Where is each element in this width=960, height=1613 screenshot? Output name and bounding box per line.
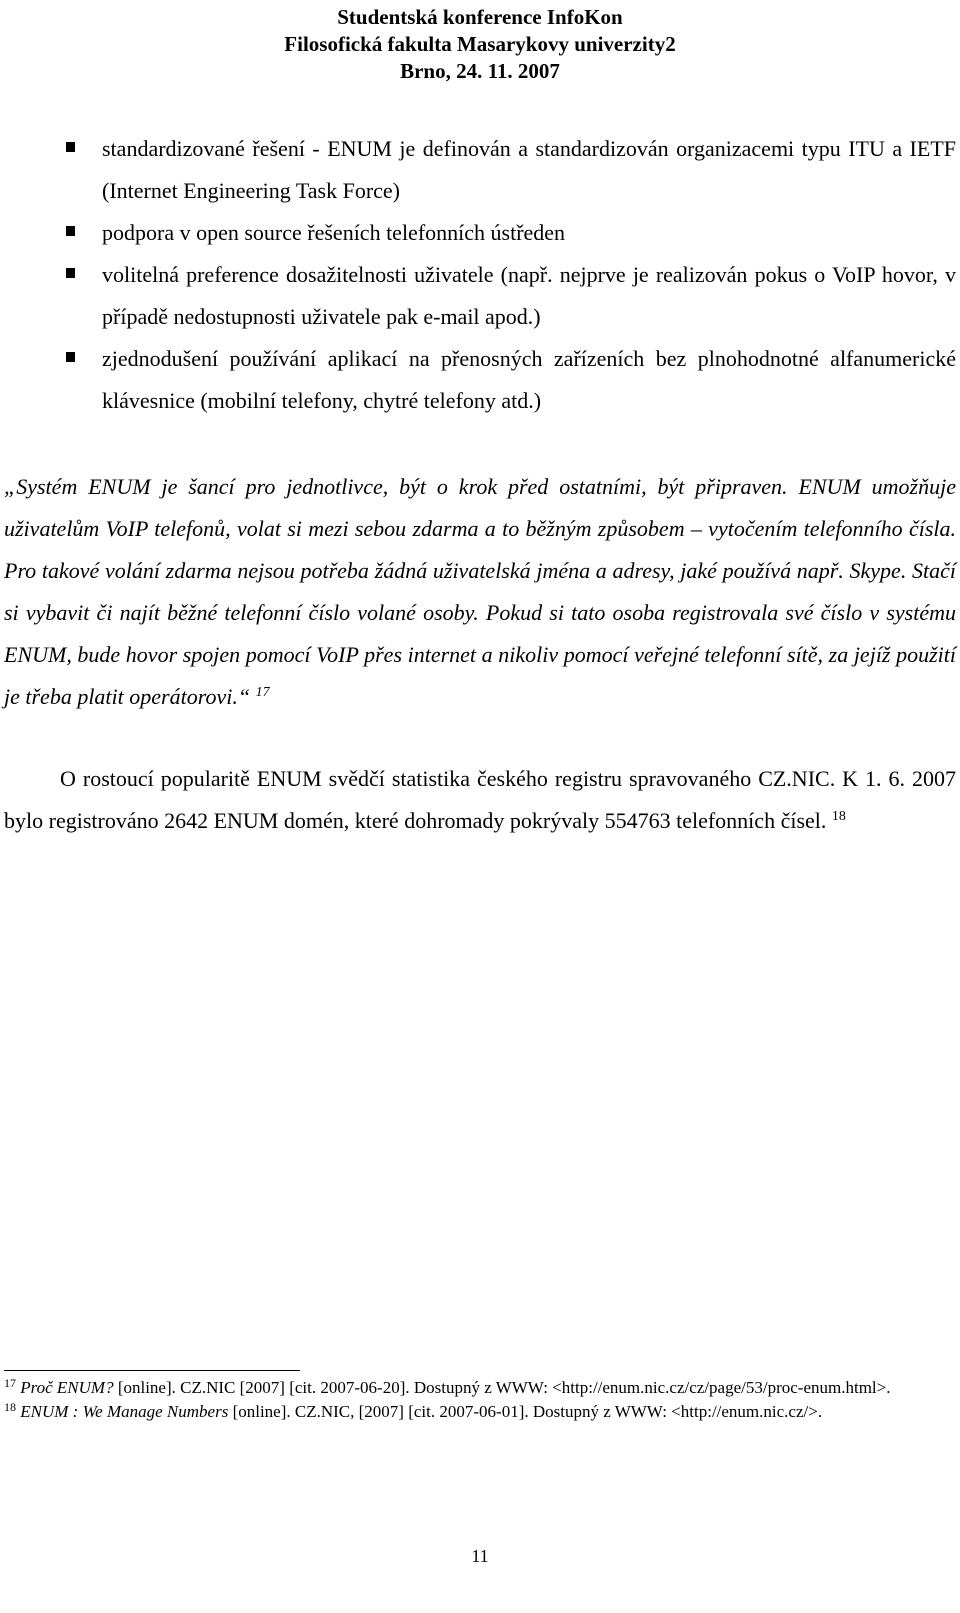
list-item xyxy=(0,338,960,422)
footnote-title: Proč ENUM? xyxy=(20,1378,114,1397)
square-bullet-icon xyxy=(66,226,75,236)
footnote-number: 17 xyxy=(4,1376,16,1390)
bullet-list xyxy=(0,128,960,422)
list-item xyxy=(0,212,960,254)
footnotes xyxy=(4,1376,944,1424)
header-conference: Studentská konference InfoKon xyxy=(337,5,623,29)
footnote-title: ENUM : We Manage Numbers xyxy=(20,1402,229,1421)
page-header xyxy=(0,4,960,85)
footnote-18 xyxy=(4,1400,944,1424)
footnote-citation: [online]. CZ.NIC [2007] [cit. 2007-06-20]. Dostupný z WWW: <http://enum.nic.cz/cz/page/53/proc-enum.html>. xyxy=(113,1378,891,1397)
square-bullet-icon xyxy=(66,268,75,278)
quote-text: „Systém ENUM je šancí pro jednotlivce, být o krok před ostatními, být připraven. ENUM umožňuje uživatelům VoIP telefonů, volat si mezi sebou zdarma a to běžným způsobem – vytočením telefonního čísla. Pro takové volání zdarma nejsou potřeba žádná uživatelská jména a adresy, jaké používá např. Skype. Stačí si vybavit či najít běžné telefonní číslo volané osoby. Pokud si tato osoba registrovala své číslo v systému ENUM, bude hovor spojen pomocí VoIP přes internet a nikoliv pomocí veřejné telefonní sítě, za jejíž použití je třeba platit operátorovi.“ xyxy=(4,474,956,709)
list-item-text: volitelná preference dosažitelnosti uživatele (např. nejprve je realizován pokus o VoIP hovor, v případě nedostupnosti uživatele pak e-mail apod.) xyxy=(102,262,956,329)
list-item-text: standardizované řešení - ENUM je definován a standardizován organizacemi typu ITU a IETF (Internet Engineering Task Force) xyxy=(102,136,956,203)
list-item xyxy=(0,128,960,212)
quote-paragraph xyxy=(4,466,956,718)
footnote-ref-18[interactable]: 18 xyxy=(831,809,846,824)
list-item-text: podpora v open source řešeních telefonních ústředen xyxy=(102,220,566,245)
square-bullet-icon xyxy=(66,352,75,362)
footnote-citation: [online]. CZ.NIC, [2007] [cit. 2007-06-01]. Dostupný z WWW: <http://enum.nic.cz/>. xyxy=(228,1402,823,1421)
list-item-text: zjednodušení používání aplikací na přenosných zařízeních bez plnohodnotné alfanumerické klávesnice (mobilní telefony, chytré telefony atd.) xyxy=(102,346,956,413)
statistics-text: O rostoucí popularitě ENUM svědčí statistika českého registru spravovaného CZ.NIC. K 1. 6. 2007 bylo registrováno 2642 ENUM domén, které dohromady pokrývaly 554763 telefonních čísel. xyxy=(4,766,956,833)
list-item xyxy=(0,254,960,338)
header-date: Brno, 24. 11. 2007 xyxy=(400,59,560,83)
bullet-list-section xyxy=(0,128,960,422)
footnote-separator xyxy=(4,1370,300,1371)
statistics-paragraph xyxy=(4,758,956,842)
square-bullet-icon xyxy=(66,142,75,152)
page-number: 11 xyxy=(471,1546,489,1566)
header-faculty: Filosofická fakulta Masarykovy univerzity2 xyxy=(284,32,676,56)
footnote-number: 18 xyxy=(4,1400,16,1414)
footnote-17 xyxy=(4,1376,944,1400)
footnote-ref-17[interactable]: 17 xyxy=(255,685,270,700)
